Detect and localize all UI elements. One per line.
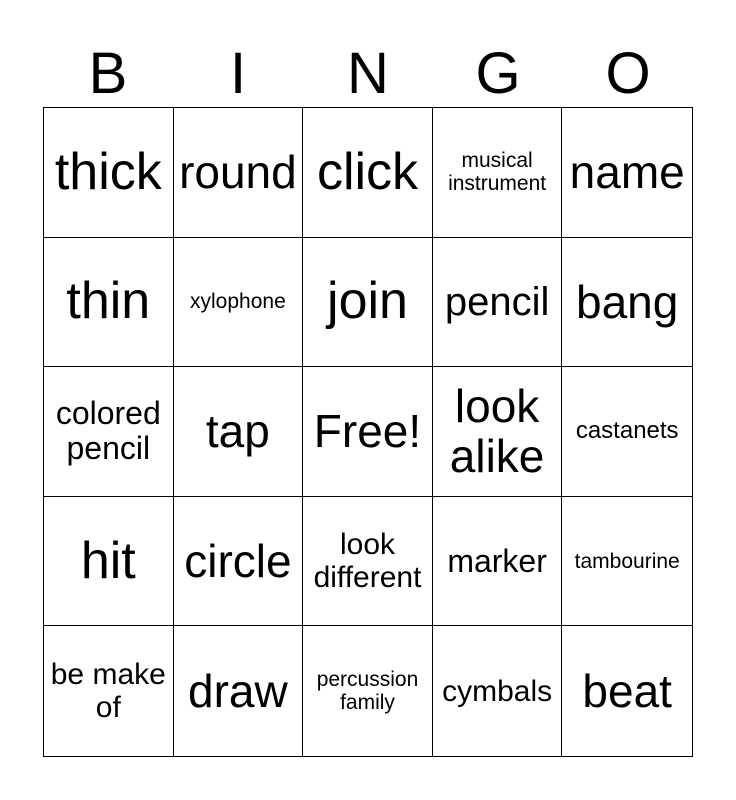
free-space-cell[interactable]: Free! bbox=[303, 367, 433, 497]
header-letter-i: I bbox=[229, 41, 247, 106]
header-letter-g: G bbox=[475, 41, 521, 106]
header-letter-b: B bbox=[88, 41, 128, 106]
bingo-cell[interactable]: percussion family bbox=[303, 626, 433, 756]
bingo-cell[interactable]: bang bbox=[562, 238, 692, 368]
header-letter-o: O bbox=[605, 41, 651, 106]
bingo-cell[interactable]: hit bbox=[44, 497, 174, 627]
bingo-card bbox=[43, 107, 693, 757]
bingo-cell[interactable]: draw bbox=[174, 626, 304, 756]
bingo-cell[interactable]: marker bbox=[433, 497, 563, 627]
bingo-cell[interactable]: join bbox=[303, 238, 433, 368]
bingo-cell[interactable]: look alike bbox=[433, 367, 563, 497]
bingo-cell[interactable]: be make of bbox=[44, 626, 174, 756]
bingo-cell[interactable]: name bbox=[562, 108, 692, 238]
bingo-cell[interactable]: xylophone bbox=[174, 238, 304, 368]
bingo-cell[interactable]: tambourine bbox=[562, 497, 692, 627]
header-letter-n: N bbox=[347, 41, 389, 106]
bingo-cell[interactable]: musical instrument bbox=[433, 108, 563, 238]
bingo-cell[interactable]: thin bbox=[44, 238, 174, 368]
bingo-cell[interactable]: round bbox=[174, 108, 304, 238]
bingo-cell[interactable]: castanets bbox=[562, 367, 692, 497]
bingo-cell[interactable]: look different bbox=[303, 497, 433, 627]
bingo-cell[interactable]: click bbox=[303, 108, 433, 238]
bingo-cell[interactable]: tap bbox=[174, 367, 304, 497]
bingo-cell[interactable]: circle bbox=[174, 497, 304, 627]
bingo-cell[interactable]: colored pencil bbox=[44, 367, 174, 497]
bingo-cell[interactable]: thick bbox=[44, 108, 174, 238]
bingo-header bbox=[43, 42, 693, 106]
bingo-cell[interactable]: beat bbox=[582, 664, 672, 717]
bingo-cell[interactable]: pencil bbox=[433, 238, 563, 368]
bingo-cell[interactable]: cymbals bbox=[433, 626, 563, 756]
